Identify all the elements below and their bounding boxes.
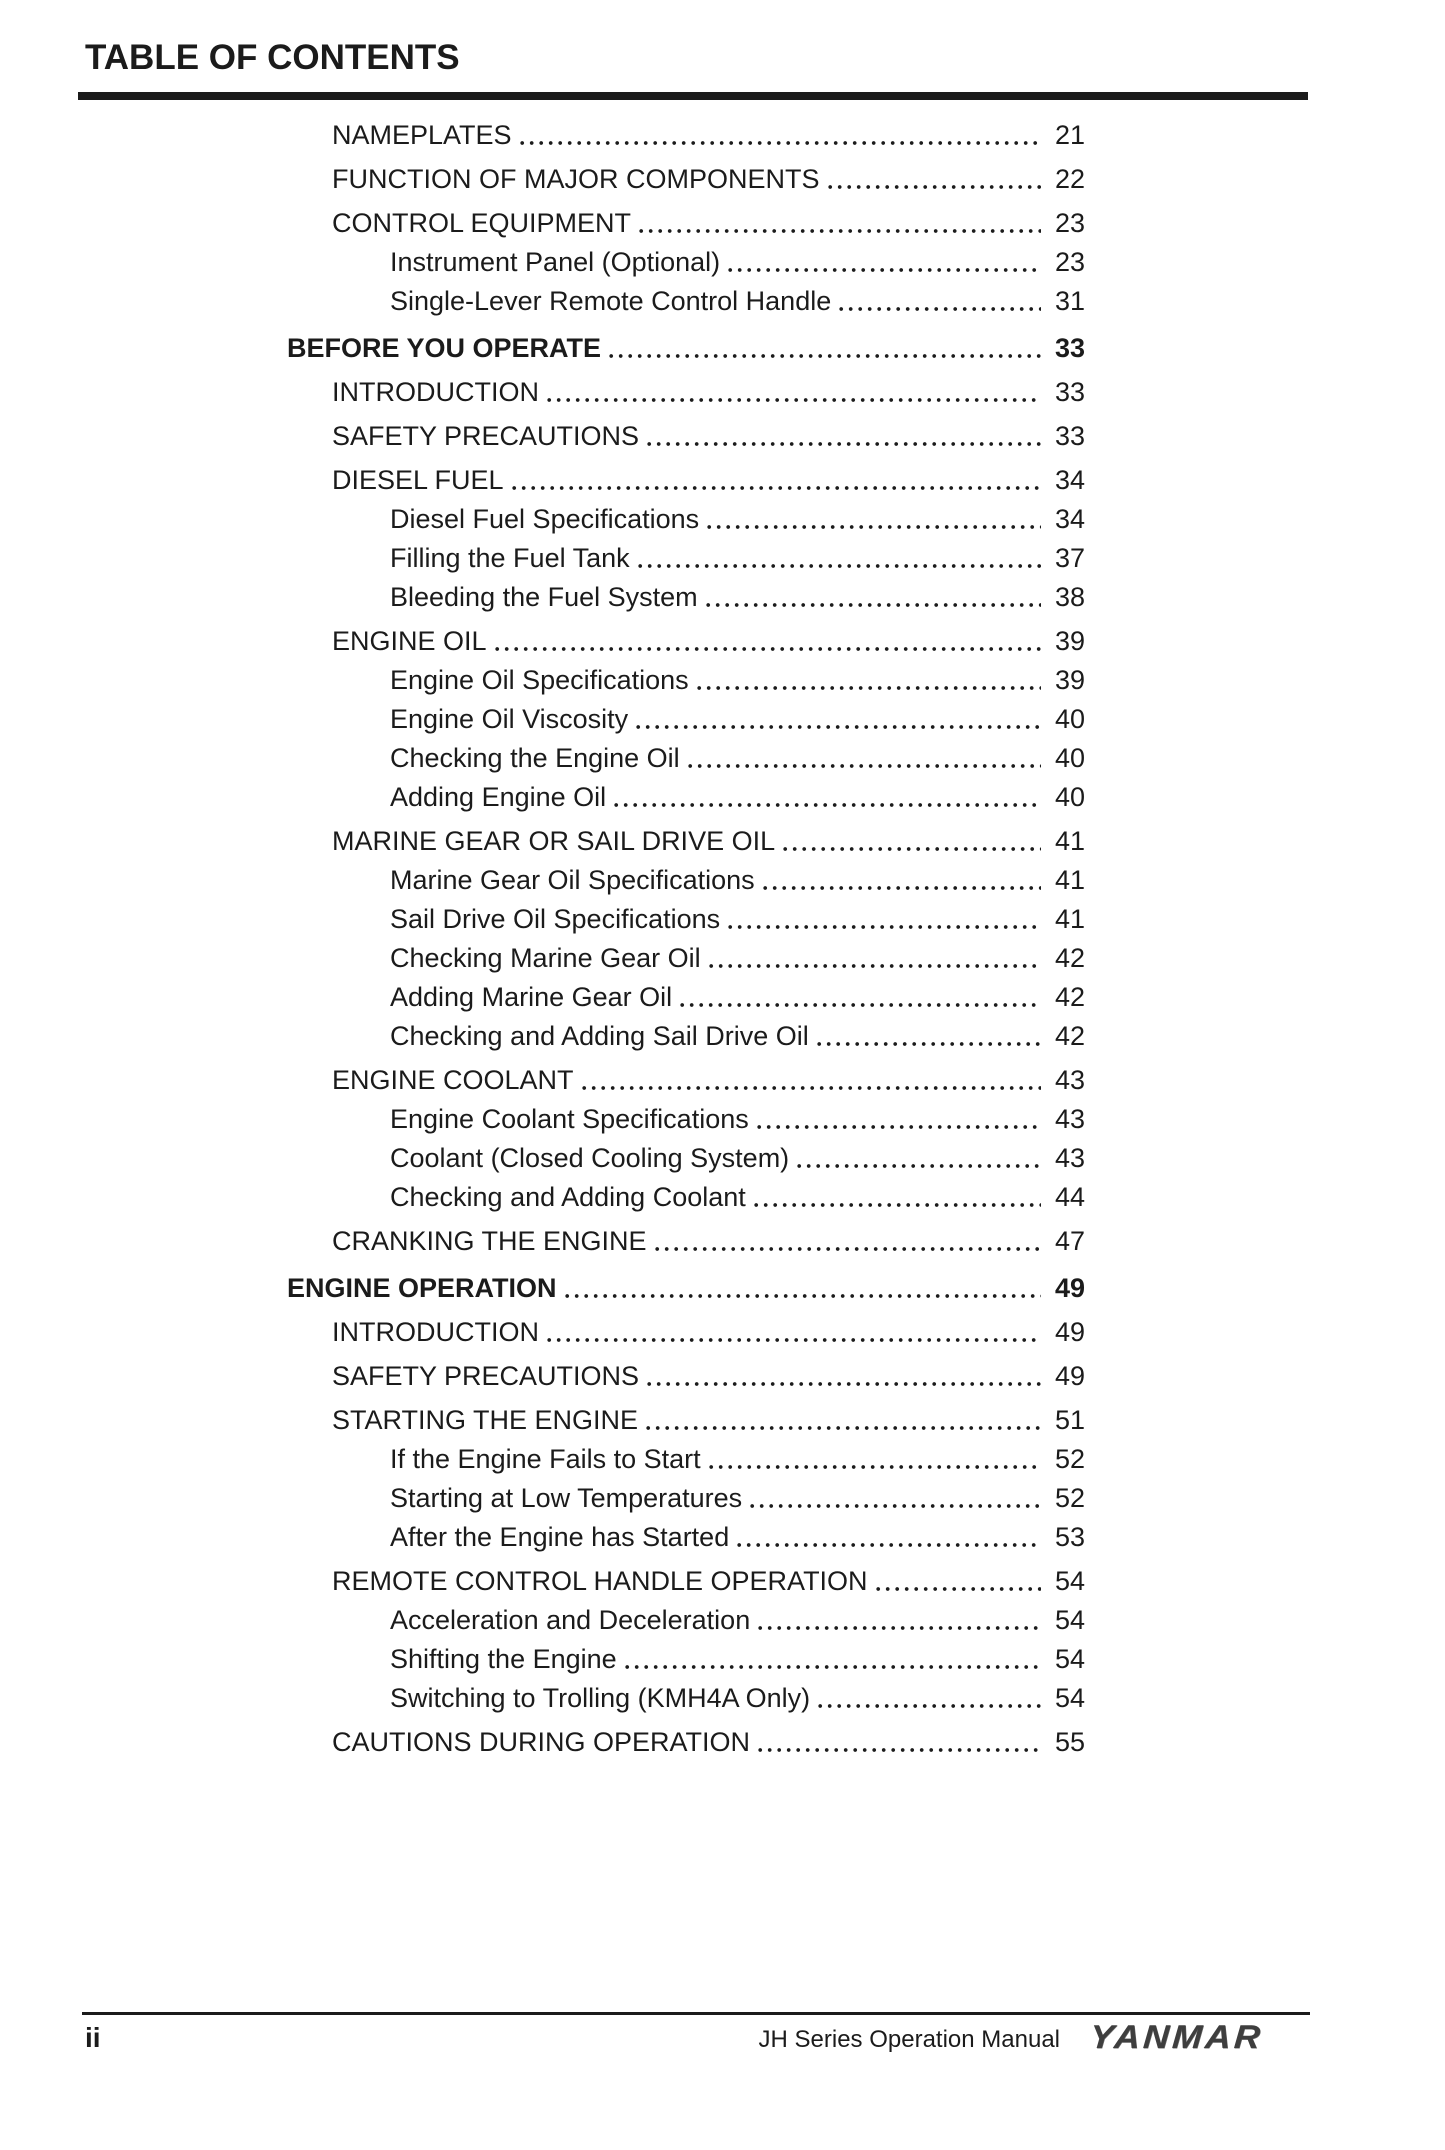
dot-leader [638,563,1041,569]
toc-entry-page: 54 [1054,1683,1085,1713]
dot-leader [636,724,1041,730]
toc-entry-page: 43 [1054,1065,1085,1095]
toc-entry-page: 51 [1054,1405,1085,1435]
dot-leader [728,924,1041,930]
toc-entry-page: 39 [1054,626,1085,656]
toc-entry [287,329,1085,368]
toc-entry-page: 22 [1054,164,1085,194]
toc-entry-page: 34 [1054,504,1085,534]
toc-entry-label: Coolant (Closed Cooling System) [390,1143,790,1173]
toc-entry-page: 31 [1054,286,1085,316]
dot-leader [758,1747,1041,1753]
toc-entry-page: 53 [1054,1522,1085,1552]
toc-entry-label: Diesel Fuel Specifications [390,504,700,534]
dot-leader [728,267,1041,273]
toc-entry [390,539,1085,578]
dot-leader [680,1002,1041,1008]
toc-entry [332,1061,1085,1100]
toc-entry [332,1401,1085,1440]
toc-entry-page: 41 [1054,904,1085,934]
toc-entry-page: 54 [1054,1605,1085,1635]
dot-leader [655,1246,1041,1252]
toc-entry-page: 52 [1054,1444,1085,1474]
toc-entry-page: 39 [1054,665,1085,695]
toc-entry-label: Engine Oil Specifications [390,665,689,695]
toc-entry [390,1479,1085,1518]
toc-entry-label: Checking and Adding Coolant [390,1182,746,1212]
dot-leader [547,397,1041,403]
toc-entry-label: Instrument Panel (Optional) [390,247,721,277]
toc-entry-label: Checking the Engine Oil [390,743,680,773]
dot-leader [754,1202,1041,1208]
toc-entry [390,1679,1085,1718]
toc-entry-label: Checking Marine Gear Oil [390,943,701,973]
toc-entry [390,243,1085,282]
toc-entry-page: 40 [1054,704,1085,734]
toc-entry-label: ENGINE OIL [332,626,487,656]
toc-entry-label: Engine Coolant Specifications [390,1104,749,1134]
toc-entry-label: Engine Oil Viscosity [390,704,629,734]
toc-entry-label: MARINE GEAR OR SAIL DRIVE OIL [332,826,776,856]
dot-leader [817,1041,1041,1047]
toc-entry-label: REMOTE CONTROL HANDLE OPERATION [332,1566,868,1596]
toc-entry [390,578,1085,617]
toc-entry-page: 52 [1054,1483,1085,1513]
toc-entry [390,1518,1085,1557]
toc-entry-label: After the Engine has Started [390,1522,730,1552]
toc-entry [332,417,1085,456]
toc-entry [390,739,1085,778]
toc-entry-page: 33 [1054,377,1085,407]
toc-entry-page: 49 [1054,1317,1085,1347]
footer-rule [82,2012,1310,2015]
toc-entry-page: 49 [1054,1273,1085,1303]
toc-entry [332,461,1085,500]
toc-entry-page: 23 [1054,247,1085,277]
toc-entry-label: Single-Lever Remote Control Handle [390,286,832,316]
toc-entry [390,661,1085,700]
dot-leader [547,1337,1041,1343]
dot-leader [614,802,1041,808]
toc-entry-page: 34 [1054,465,1085,495]
toc-entry-page: 42 [1054,982,1085,1012]
toc-entry [332,373,1085,412]
toc-entry-page: 40 [1054,782,1085,812]
toc-entry [332,160,1085,199]
dot-leader [828,184,1042,190]
toc-entry-page: 43 [1054,1143,1085,1173]
toc-entry-page: 42 [1054,1021,1085,1051]
toc-entry-label: STARTING THE ENGINE [332,1405,639,1435]
dot-leader [609,353,1041,359]
dot-leader [639,228,1041,234]
dot-leader [876,1586,1041,1592]
toc-entry [332,822,1085,861]
dot-leader [647,441,1041,447]
dot-leader [757,1124,1041,1130]
dot-leader [706,602,1041,608]
toc-entry-page: 44 [1054,1182,1085,1212]
toc-entry [390,900,1085,939]
toc-entry-label: Adding Engine Oil [390,782,607,812]
yanmar-logo: YANMAR [1088,2018,1265,2055]
toc-entry [390,1100,1085,1139]
dot-leader [707,524,1041,530]
toc-entry-label: CAUTIONS DURING OPERATION [332,1727,751,1757]
toc-entry-label: CRANKING THE ENGINE [332,1226,647,1256]
toc-entry [390,861,1085,900]
dot-leader [839,306,1041,312]
toc-entry-label: DIESEL FUEL [332,465,504,495]
toc-entry [390,1178,1085,1217]
toc-entry-label: CONTROL EQUIPMENT [332,208,632,238]
toc-entry-label: Sail Drive Oil Specifications [390,904,721,934]
toc-entry-label: Marine Gear Oil Specifications [390,865,755,895]
footer-manual-title: JH Series Operation Manual [758,2026,1060,2053]
toc-entry-page: 47 [1054,1226,1085,1256]
toc-entry-label: FUNCTION OF MAJOR COMPONENTS [332,164,820,194]
toc-entry [390,1139,1085,1178]
dot-leader [709,1464,1041,1470]
toc-entry [332,1562,1085,1601]
page-title: TABLE OF CONTENTS [85,38,460,77]
toc-entry-label: If the Engine Fails to Start [390,1444,701,1474]
toc-entry [332,1357,1085,1396]
dot-leader [783,846,1041,852]
toc-entry-label: ENGINE OPERATION [287,1273,557,1303]
toc-entry-page: 49 [1054,1361,1085,1391]
toc-entry-page: 40 [1054,743,1085,773]
toc-entry-label: Filling the Fuel Tank [390,543,630,573]
dot-leader [688,763,1041,769]
dot-leader [565,1293,1041,1299]
toc-entry [332,1222,1085,1261]
toc-entry-page: 41 [1054,865,1085,895]
toc-entry-page: 38 [1054,582,1085,612]
dot-leader [797,1163,1041,1169]
toc-entry [332,1313,1085,1352]
toc-entry [332,622,1085,661]
toc-entry [390,1640,1085,1679]
toc-entry-label: Acceleration and Deceleration [390,1605,751,1635]
toc-entry-label: SAFETY PRECAUTIONS [332,1361,640,1391]
toc-entry [390,978,1085,1017]
toc-entry-page: 54 [1054,1566,1085,1596]
toc-entry-page: 54 [1054,1644,1085,1674]
toc-entry-label: Bleeding the Fuel System [390,582,698,612]
toc-entry [390,1440,1085,1479]
toc-entry-label: Shifting the Engine [390,1644,617,1674]
dot-leader [647,1381,1041,1387]
toc-entry-page: 55 [1054,1727,1085,1757]
dot-leader [763,885,1041,891]
toc-list [287,116,1085,1762]
dot-leader [582,1085,1041,1091]
toc-entry-page: 33 [1054,333,1085,363]
toc-entry-label: Checking and Adding Sail Drive Oil [390,1021,809,1051]
toc-entry-page: 37 [1054,543,1085,573]
toc-entry-label: INTRODUCTION [332,1317,539,1347]
toc-entry [390,700,1085,739]
toc-entry-label: NAMEPLATES [332,120,512,150]
toc-entry-label: Switching to Trolling (KMH4A Only) [390,1683,811,1713]
toc-entry-label: Adding Marine Gear Oil [390,982,673,1012]
dot-leader [495,646,1041,652]
toc-entry [332,204,1085,243]
toc-entry [390,282,1085,321]
dot-leader [697,685,1041,691]
dot-leader [737,1542,1041,1548]
toc-entry-label: Starting at Low Temperatures [390,1483,743,1513]
toc-entry [332,116,1085,155]
header-rule [78,92,1308,100]
toc-entry-page: 41 [1054,826,1085,856]
dot-leader [818,1703,1041,1709]
toc-entry [332,1723,1085,1762]
dot-leader [512,485,1041,491]
toc-entry-page: 23 [1054,208,1085,238]
toc-entry [390,1017,1085,1056]
toc-entry-page: 43 [1054,1104,1085,1134]
toc-entry [390,939,1085,978]
toc-entry [390,500,1085,539]
toc-entry-page: 42 [1054,943,1085,973]
dot-leader [520,140,1041,146]
toc-entry-label: INTRODUCTION [332,377,539,407]
toc-entry [287,1269,1085,1308]
toc-entry-label: ENGINE COOLANT [332,1065,574,1095]
toc-entry-label: SAFETY PRECAUTIONS [332,421,640,451]
toc-entry [390,778,1085,817]
dot-leader [758,1625,1041,1631]
dot-leader [625,1664,1041,1670]
toc-entry-page: 21 [1054,120,1085,150]
toc-entry [390,1601,1085,1640]
footer-page-number: ii [85,2022,101,2053]
toc-entry-label: BEFORE YOU OPERATE [287,333,602,363]
dot-leader [646,1425,1041,1431]
toc-entry-page: 33 [1054,421,1085,451]
dot-leader [709,963,1041,969]
dot-leader [750,1503,1041,1509]
